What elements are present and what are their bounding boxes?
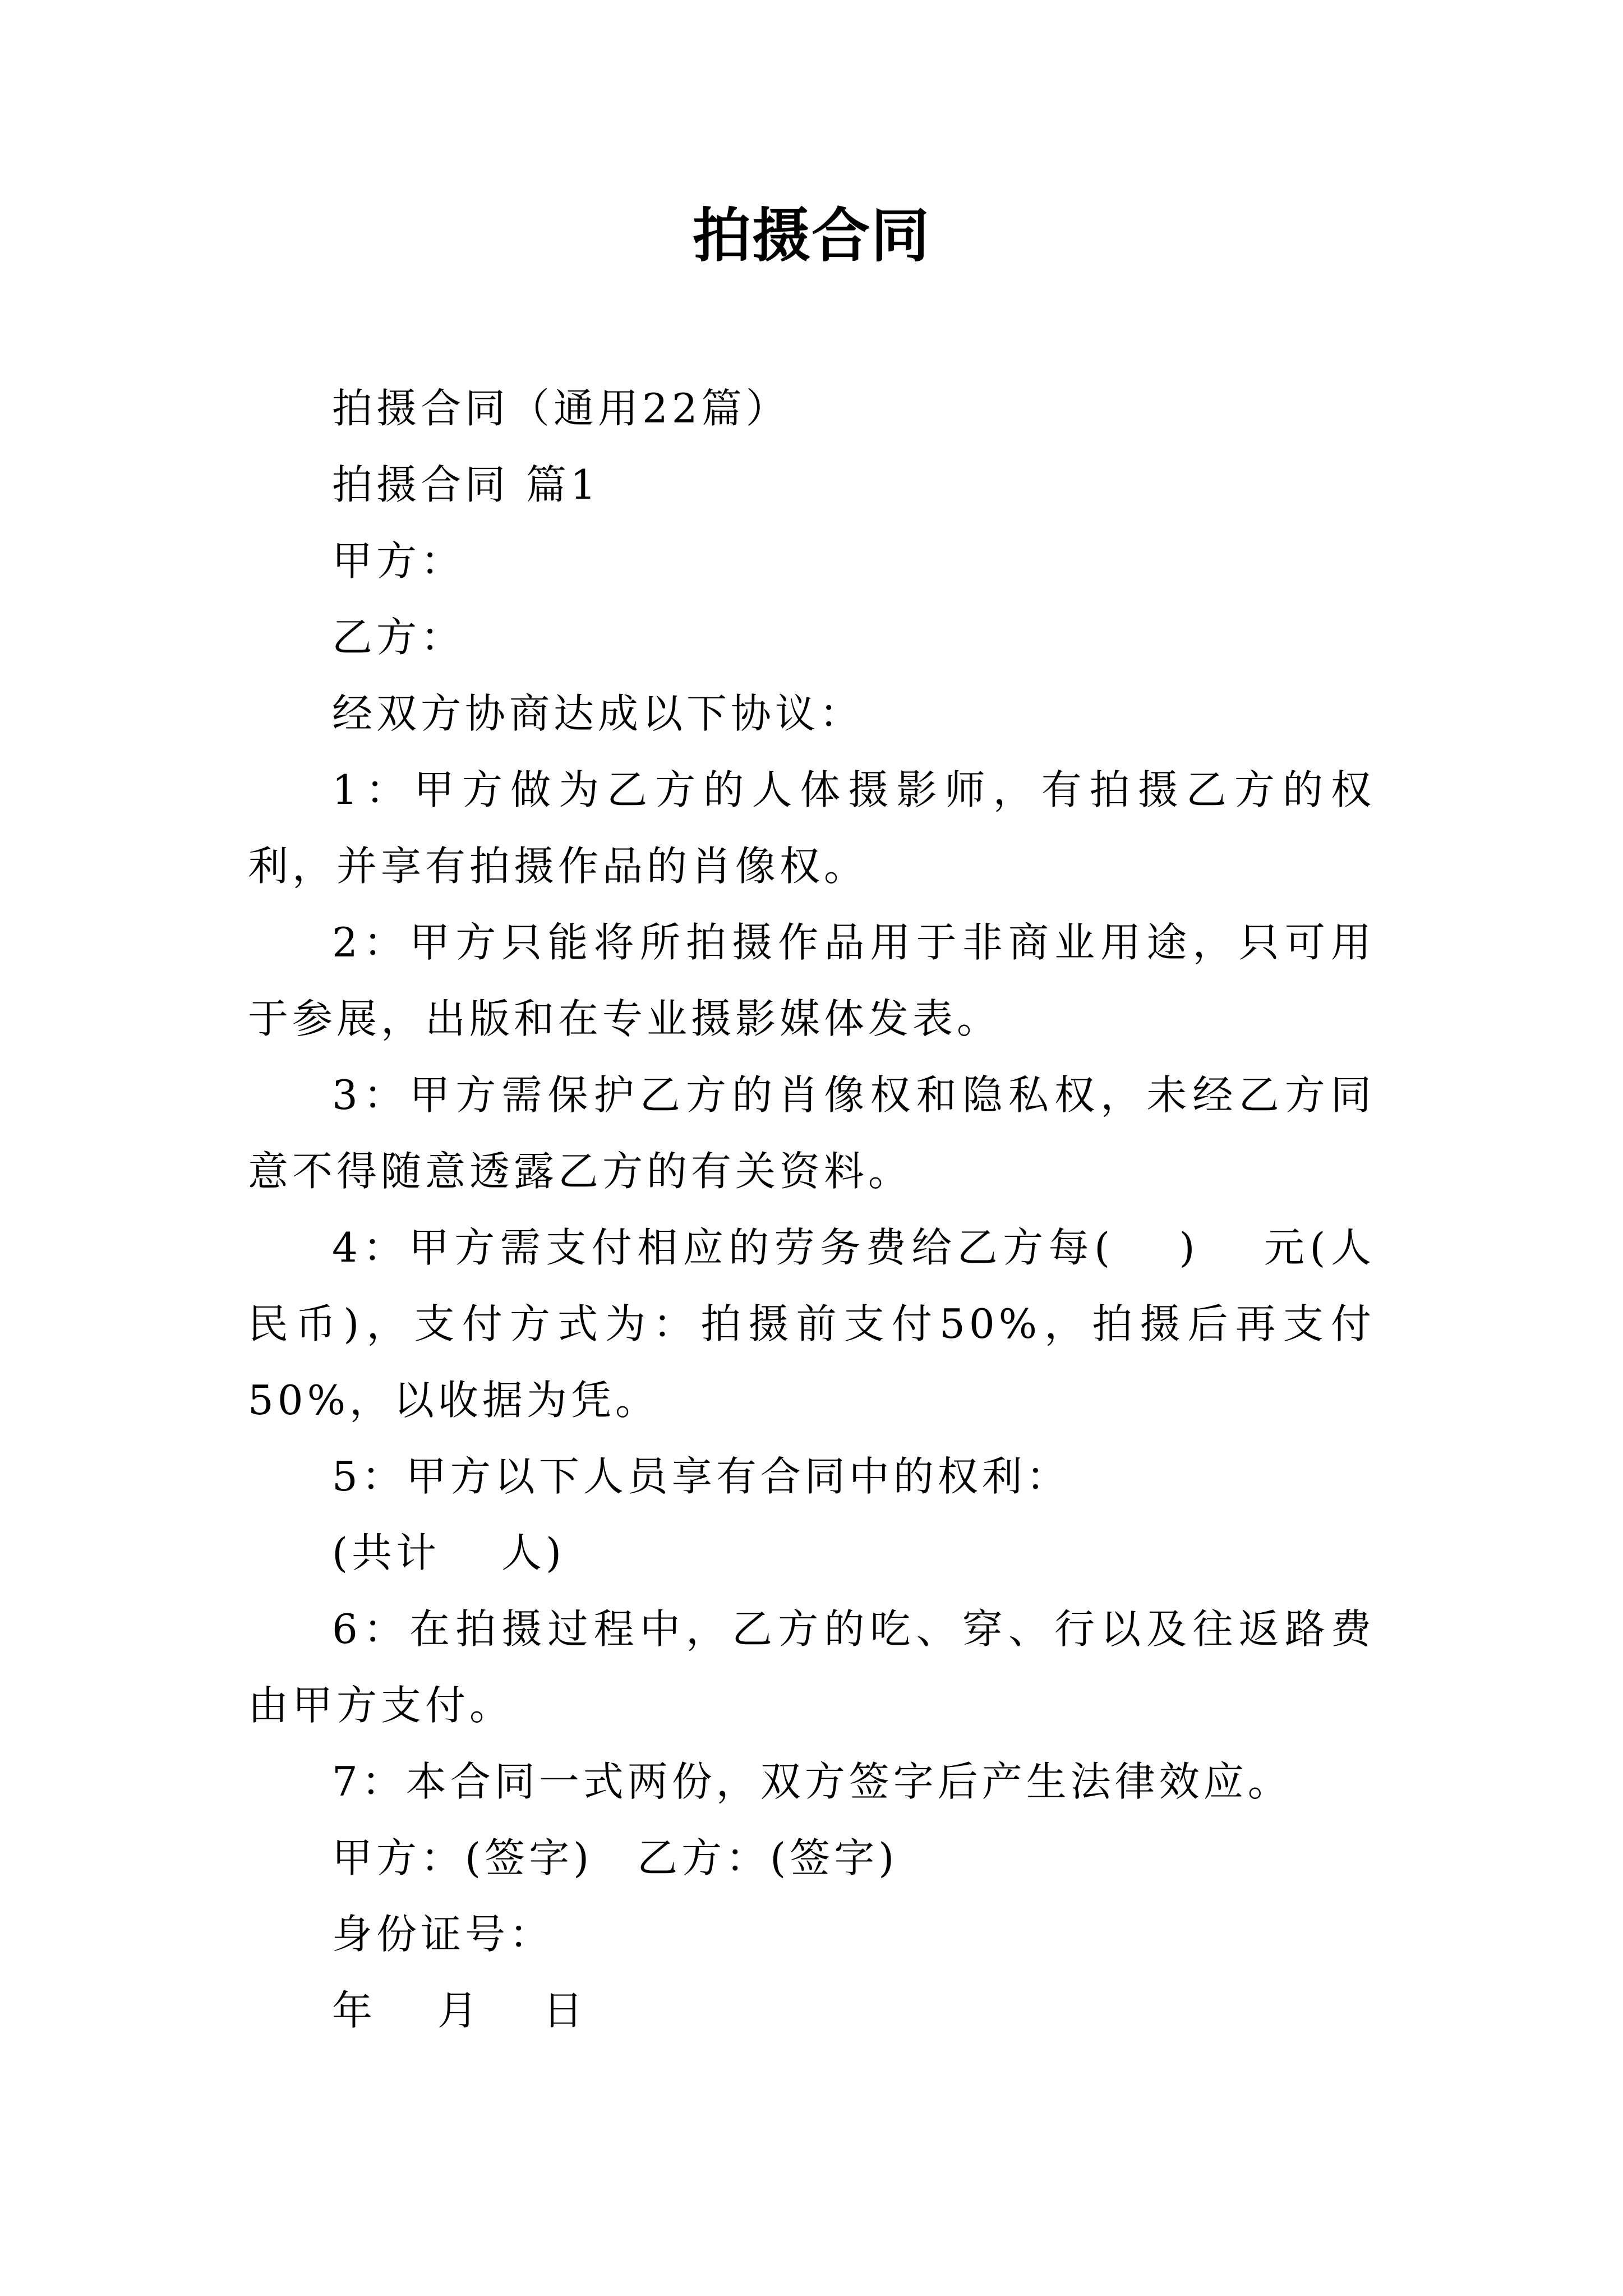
document-title: 拍摄合同 (692, 201, 930, 270)
party-b-line: 乙方： (332, 614, 465, 661)
section-heading: 拍摄合同 篇1 (332, 461, 600, 508)
document-body (248, 370, 1375, 2049)
agreement-intro: 经双方协商达成以下协议： (332, 690, 864, 737)
party-a-line: 甲方： (332, 537, 465, 585)
clause-3: 3：甲方需保护乙方的肖像权和隐私权，未经乙方同意不得随意透露乙方的有关资料。 (248, 1071, 1375, 1195)
id-number-line: 身份证号： (332, 1911, 554, 1958)
clause-2: 2：甲方只能将所拍摄作品用于非商业用途，只可用于参展，出版和在专业摄影媒体发表。 (248, 919, 1375, 1042)
clause-1: 1：甲方做为乙方的人体摄影师，有拍摄乙方的权利，并享有拍摄作品的肖像权。 (248, 766, 1375, 890)
signature-line: 甲方：(签字) 乙方：(签字) (332, 1834, 898, 1881)
clause-4: 4：甲方需支付相应的劳务费给乙方每( ) 元(人民币)，支付方式为：拍摄前支付50%，拍摄后再支付50%，以收据为凭。 (248, 1224, 1375, 1424)
clause-5-count: (共计 人) (332, 1529, 566, 1576)
clause-5: 5：甲方以下人员享有合同中的权利： (332, 1453, 1071, 1500)
subtitle-paragraph: 拍摄合同（通用22篇） (332, 385, 790, 432)
clause-7: 7：本合同一式两份，双方签字后产生法律效应。 (332, 1758, 1292, 1805)
date-line: 年 月 日 (332, 1987, 587, 2034)
clause-6: 6：在拍摄过程中，乙方的吃、穿、行以及往返路费由甲方支付。 (248, 1605, 1375, 1729)
